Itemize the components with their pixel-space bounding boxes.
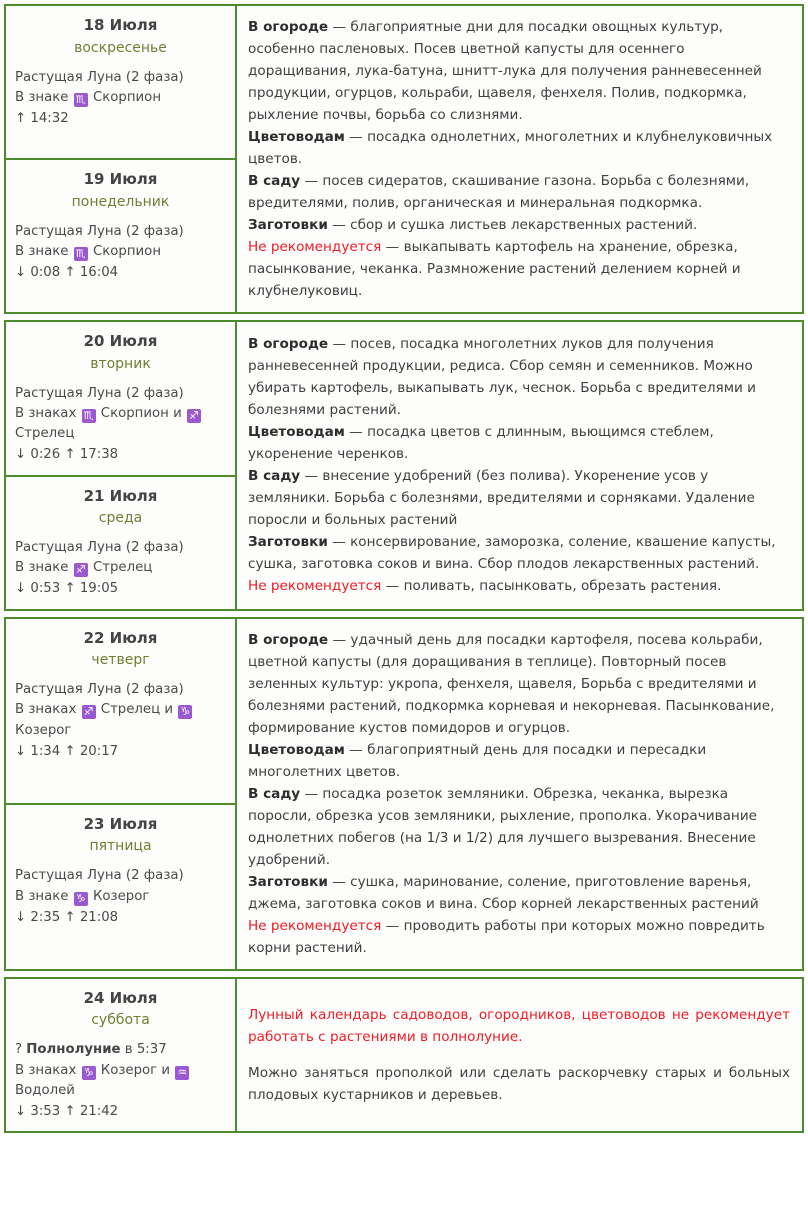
- day-cell: [6, 805, 235, 969]
- sign-name: Козерог: [100, 1062, 158, 1078]
- advice-text: посев сидератов, скашивание газона. Борьба с болезнями, вредителями, полив, органическая и минеральная подкормка.: [248, 173, 750, 212]
- advice-text: внесение удобрений (без полива). Укоренение усов у земляники. Борьба с болезнями, вредителями и сорняками. Удаление поросли и больных растений: [248, 468, 755, 529]
- moon-phase: Растущая Луна (2 фаза): [15, 682, 184, 698]
- sign-conjunction: и: [173, 405, 182, 421]
- advice-column: [237, 619, 802, 969]
- sign-prefix: В знаке: [15, 243, 69, 259]
- moon-phase: Растущая Луна (2 фаза): [15, 69, 184, 85]
- sign-prefix: В знаке: [15, 89, 69, 105]
- advice-text: благоприятный день для посадки и пересадки многолетних цветов.: [248, 741, 707, 780]
- scorpio-icon: ♏: [82, 409, 96, 423]
- advice-lead: Заготовки: [248, 217, 328, 234]
- advice-column: [237, 322, 802, 608]
- capricorn-icon: ♑: [178, 705, 192, 719]
- advice-dash: —: [300, 785, 323, 802]
- day-date: 22 Июля: [83, 628, 158, 647]
- advice-column: [237, 979, 802, 1131]
- advice-paragraph: Можно заняться прополкой или сделать раскорчевку старых и больных плодовых кустарников и деревьев.: [248, 1065, 790, 1104]
- advice-dash: —: [344, 424, 368, 441]
- sign-name: Стрелец: [100, 702, 161, 718]
- day-cell: [6, 979, 235, 1131]
- fullmoon-warning: Лунный календарь садоводов, огородников, цветоводов не рекомендует работать с растениями в полнолуние.: [248, 1006, 790, 1045]
- moon-sign-line: [15, 558, 226, 578]
- capricorn-icon: ♑: [82, 1066, 96, 1080]
- day-date: 23 Июля: [83, 814, 158, 833]
- advice-lead: Цветоводам: [248, 129, 345, 146]
- sign-name: Скорпион: [100, 405, 169, 421]
- days-column: [6, 619, 237, 969]
- moon-sign-line: [15, 404, 226, 444]
- advice-text: удачный день для посадки картофеля, посева кольраби, цветной капусты (для доращивания в теплице). Повторный посев зеленных культур: укропа, фенхеля, щавеля, Борьба с вредителями и болезнями растений, подкормка корневая и некорневая. Пасынкование, формирование кустов помидоров и огурцов.: [248, 631, 775, 736]
- not-recommended-label: Не рекомендуется: [248, 578, 382, 595]
- day-date: 20 Июля: [83, 332, 158, 351]
- advice-paragraph: [248, 16, 790, 126]
- moon-phase-icon: ?: [15, 1042, 23, 1058]
- advice-paragraph: [248, 783, 790, 871]
- advice-lead: В саду: [248, 785, 301, 802]
- advice-text: посев, посадка многолетних луков для получения ранневесенней продукции, редиса. Сбор семян и семенников. Можно убирать картофель, выкапывать лук, чеснок. Борьба с вредителями и болезнями растений.: [248, 336, 756, 419]
- sagittarius-icon: ♐: [74, 563, 88, 577]
- moon-times: ↓ 0:53 ↑ 19:05: [15, 581, 119, 597]
- sign-prefix: В знаках: [15, 702, 77, 718]
- day-weekday: пятница: [89, 838, 152, 855]
- day-weekday: понедельник: [71, 193, 170, 210]
- sign-name: Водолей: [15, 1082, 75, 1098]
- calendar-group: [4, 320, 804, 610]
- advice-text: сушка, маринование, соление, приготовление варенья, джема, заготовка соков и вина. Сбор корней лекарственных растений: [248, 873, 759, 912]
- day-weekday: четверг: [91, 652, 150, 669]
- moon-sign-line: [15, 887, 226, 907]
- sign-name: Козерог: [15, 722, 72, 738]
- advice-paragraph-warning: [248, 236, 790, 302]
- sign-prefix: В знаках: [15, 1062, 77, 1078]
- moon-times: ↓ 0:08 ↑ 16:04: [15, 265, 119, 281]
- advice-lead: В огороде: [248, 631, 329, 648]
- advice-lead: В саду: [248, 173, 301, 190]
- advice-text: консервирование, заморозка, соление, квашение капусты, сушка, заготовка соков и вина. Сбор плодов лекарственных растений.: [248, 534, 776, 573]
- sagittarius-icon: ♐: [187, 409, 201, 423]
- moon-phase: Растущая Луна (2 фаза): [15, 540, 184, 556]
- full-moon-time: в 5:37: [120, 1042, 167, 1058]
- day-cell: [6, 619, 235, 805]
- day-weekday: вторник: [90, 355, 151, 372]
- days-column: [6, 6, 237, 312]
- day-info: [15, 680, 226, 762]
- days-column: [6, 322, 237, 608]
- advice-text: посадка розеток земляники. Обрезка, чеканка, вырезка поросли, обрезка усов земляники, рыхление, прополка. Укорачивание однолетних побегов (на 1/3 и 1/2) для лучшего вызревания. Внесение удобрений.: [248, 785, 758, 868]
- sign-conjunction: и: [161, 1062, 171, 1078]
- day-info: [15, 384, 226, 466]
- advice-paragraph-warning: [248, 575, 790, 597]
- advice-dash: —: [381, 917, 404, 934]
- moon-phase-fullmoon: [15, 1040, 226, 1060]
- advice-dash: —: [327, 873, 351, 890]
- advice-lead: Заготовки: [248, 873, 328, 890]
- advice-text: посадка цветов с длинным, вьющимся стеблем, укоренение черенков.: [248, 424, 714, 463]
- advice-lead: В огороде: [248, 19, 329, 35]
- sign-name: Стрелец: [92, 560, 153, 576]
- advice-lead: Цветоводам: [248, 424, 345, 441]
- day-info: [15, 538, 226, 600]
- scorpio-icon: ♏: [74, 93, 88, 107]
- advice-dash: —: [300, 173, 323, 190]
- moon-sign-line: [15, 700, 226, 740]
- sign-name: Скорпион: [92, 89, 162, 105]
- capricorn-icon: ♑: [74, 892, 88, 906]
- day-weekday: суббота: [91, 1012, 150, 1029]
- day-date: 19 Июля: [83, 170, 158, 189]
- advice-dash: —: [327, 217, 351, 234]
- not-recommended-label: Не рекомендуется: [248, 917, 382, 934]
- advice-text: поливать, пасынковать, обрезать растения.: [403, 578, 722, 595]
- advice-text: благоприятные дни для посадки овощных культур, особенно пасленовых. Посев цветной капусты для осеннего доращивания, лука-батуна, шнитт-лука для получения ранневесенней продукции, огурцов, кольраби, щавеля, фенхеля. Полив, подкормка, рыхление почвы, борьба со слизнями.: [248, 19, 762, 124]
- advice-paragraph: [248, 170, 790, 214]
- advice-text: посадка однолетних, многолетних и клубнелуковичных цветов.: [248, 129, 773, 168]
- advice-dash: —: [328, 631, 351, 648]
- sign-conjunction: и: [164, 702, 174, 718]
- advice-lead: Заготовки: [248, 534, 328, 551]
- advice-paragraph: [248, 214, 790, 236]
- advice-dash: —: [344, 741, 368, 758]
- day-cell: [6, 477, 235, 609]
- scorpio-icon: ♏: [74, 247, 88, 261]
- day-date: 24 Июля: [83, 988, 158, 1007]
- moon-phase: Растущая Луна (2 фаза): [15, 223, 184, 239]
- advice-dash: —: [381, 578, 404, 595]
- day-cell: [6, 322, 235, 476]
- moon-phase: Растущая Луна (2 фаза): [15, 868, 184, 884]
- moon-times: ↑ 14:32: [15, 110, 69, 126]
- advice-paragraph: [248, 333, 790, 421]
- sign-prefix: В знаке: [15, 888, 69, 904]
- advice-paragraph: [248, 126, 790, 170]
- sign-prefix: В знаке: [15, 560, 69, 576]
- advice-paragraph: [248, 531, 790, 575]
- advice-paragraph: [248, 629, 790, 739]
- moon-times: ↓ 1:34 ↑ 20:17: [15, 743, 119, 759]
- advice-dash: —: [381, 239, 404, 256]
- moon-phase: Растущая Луна (2 фаза): [15, 385, 184, 401]
- advice-text: выкапывать картофель на хранение, обрезка, пасынкование, чеканка. Размножение растений делением корней и клубнелуковиц.: [248, 239, 741, 300]
- calendar-group: [4, 4, 804, 314]
- advice-dash: —: [327, 534, 351, 551]
- calendar-group: [4, 977, 804, 1133]
- advice-paragraph: [248, 871, 790, 915]
- day-info: [15, 866, 226, 928]
- advice-lead: В огороде: [248, 336, 329, 353]
- aquarius-icon: ♒: [175, 1066, 189, 1080]
- advice-dash: —: [344, 129, 368, 146]
- sign-name: Козерог: [92, 888, 150, 904]
- day-weekday: воскресенье: [74, 39, 167, 56]
- advice-dash: —: [328, 19, 351, 35]
- moon-times: ↓ 0:26 ↑ 17:38: [15, 447, 119, 463]
- days-column: [6, 979, 237, 1131]
- day-info: [15, 1040, 226, 1122]
- day-cell: [6, 160, 235, 312]
- sign-name: Стрелец: [15, 426, 75, 442]
- day-info: [15, 222, 226, 284]
- calendar-group: [4, 617, 804, 971]
- day-date: 18 Июля: [83, 16, 158, 34]
- day-date: 21 Июля: [83, 486, 158, 505]
- advice-lead: В саду: [248, 468, 301, 485]
- advice-dash: —: [300, 468, 323, 485]
- moon-sign-line: [15, 242, 226, 262]
- advice-column: [237, 6, 802, 312]
- not-recommended-label: Не рекомендуется: [248, 239, 382, 256]
- advice-lead: Цветоводам: [248, 741, 345, 758]
- advice-paragraph-warning: [248, 915, 790, 959]
- advice-paragraph: [248, 465, 790, 531]
- moon-times: ↓ 2:35 ↑ 21:08: [15, 909, 119, 925]
- advice-text: проводить работы при которых можно повредить корни растений.: [248, 917, 765, 956]
- day-cell: [6, 6, 235, 160]
- advice-paragraph: [248, 739, 790, 783]
- advice-dash: —: [328, 336, 351, 353]
- moon-sign-line: [15, 1061, 226, 1101]
- sign-name: Скорпион: [92, 243, 162, 259]
- full-moon-label: Полнолуние: [26, 1042, 121, 1058]
- advice-text: сбор и сушка листьев лекарственных растений.: [350, 217, 698, 234]
- moon-sign-line: [15, 88, 226, 108]
- sign-prefix: В знаках: [15, 405, 77, 421]
- day-info: [15, 68, 226, 130]
- sagittarius-icon: ♐: [82, 705, 96, 719]
- moon-times: ↓ 3:53 ↑ 21:42: [15, 1103, 119, 1119]
- advice-paragraph: [248, 421, 790, 465]
- day-weekday: среда: [98, 510, 143, 527]
